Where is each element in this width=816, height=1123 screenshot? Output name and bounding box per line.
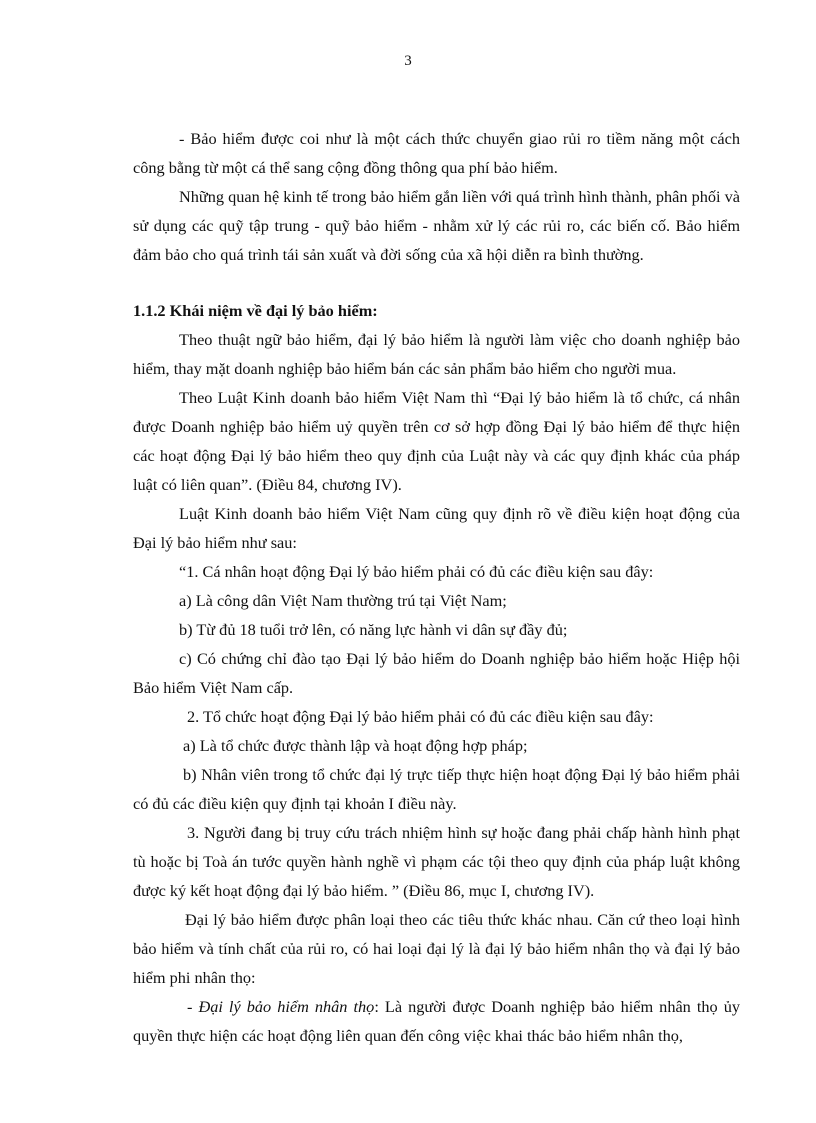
list-item-organization-a: a) Là tổ chức được thành lập và hoạt động hợp pháp; [183, 736, 528, 755]
term-life-agent: Đại lý bảo hiểm nhân thọ [198, 997, 375, 1016]
page-number: 3 [404, 53, 412, 69]
paragraph-definition: Theo thuật ngữ bảo hiểm, đại lý bảo hiểm là người làm việc cho doanh nghiệp bảo hiểm, thay mặt doanh nghiệp bảo hiểm bán các sản phẩm bảo hiểm cho người mua. [133, 330, 740, 378]
list-item-individual: “1. Cá nhân hoạt động Đại lý bảo hiểm phải có đủ các điều kiện sau đây: [179, 562, 654, 581]
paragraph-life-agent [133, 992, 740, 1050]
list-item-individual-a: a) Là công dân Việt Nam thường trú tại Việt Nam; [179, 591, 507, 610]
paragraph-law-definition: Theo Luật Kinh doanh bảo hiểm Việt Nam thì “Đại lý bảo hiểm là tổ chức, cá nhân được Doanh nghiệp bảo hiểm uỷ quyền trên cơ sở hợp đồng Đại lý bảo hiểm để thực hiện các hoạt động Đại lý bảo hiểm theo quy định của Luật này và các quy định khác của pháp luật có liên quan”. (Điều 84, chương IV). [133, 388, 740, 494]
paragraph-conditions-intro: Luật Kinh doanh bảo hiểm Việt Nam cũng quy định rõ về điều kiện hoạt động của Đại lý bảo hiểm như sau: [133, 504, 740, 552]
section-heading: 1.1.2 Khái niệm về đại lý bảo hiểm: [133, 301, 378, 320]
document-body [133, 124, 740, 1050]
paragraph-risk-transfer: - Bảo hiểm được coi như là một cách thức chuyển giao rủi ro tiềm năng một cách công bằng từ một cá thể sang cộng đồng thông qua phí bảo hiểm. [133, 129, 740, 177]
list-item-individual-b: b) Từ đủ 18 tuổi trở lên, có năng lực hành vi dân sự đầy đủ; [179, 620, 568, 639]
dash-lead: - [187, 997, 199, 1016]
list-item-individual-c: c) Có chứng chỉ đào tạo Đại lý bảo hiểm do Doanh nghiệp bảo hiểm hoặc Hiệp hội Bảo hiểm Việt Nam cấp. [133, 649, 740, 697]
paragraph-classification: Đại lý bảo hiểm được phân loại theo các tiêu thức khác nhau. Căn cứ theo loại hình bảo hiểm và tính chất của rủi ro, có hai loại đại lý là đại lý bảo hiểm nhân thọ và đại lý bảo hiểm phi nhân thọ: [133, 910, 740, 987]
list-item-organization: 2. Tổ chức hoạt động Đại lý bảo hiểm phải có đủ các điều kiện sau đây: [187, 707, 654, 726]
list-item-organization-b: b) Nhân viên trong tổ chức đại lý trực tiếp thực hiện hoạt động Đại lý bảo hiểm phải có đủ các điều kiện quy định tại khoản I điều này. [133, 765, 740, 813]
list-item-exclusion: 3. Người đang bị truy cứu trách nhiệm hình sự hoặc đang phải chấp hành hình phạt tù hoặc bị Toà án tước quyền hành nghề vì phạm các tội theo quy định của pháp luật không được ký kết hoạt động đại lý bảo hiểm. ” (Điều 86, mục I, chương IV). [133, 823, 740, 900]
life-agent-definition: : Là người được Doanh nghiệp bảo hiểm nhân thọ ủy quyền thực hiện các hoạt động liên quan đến công việc khai thác bảo hiểm nhân thọ, [133, 997, 741, 1045]
paragraph-economic-relations: Những quan hệ kinh tế trong bảo hiểm gắn liền với quá trình hình thành, phân phối và sử dụng các quỹ tập trung - quỹ bảo hiểm - nhằm xử lý các rủi ro, các biến cố. Bảo hiểm đảm bảo cho quá trình tái sản xuất và đời sống của xã hội diễn ra bình thường. [133, 187, 740, 264]
